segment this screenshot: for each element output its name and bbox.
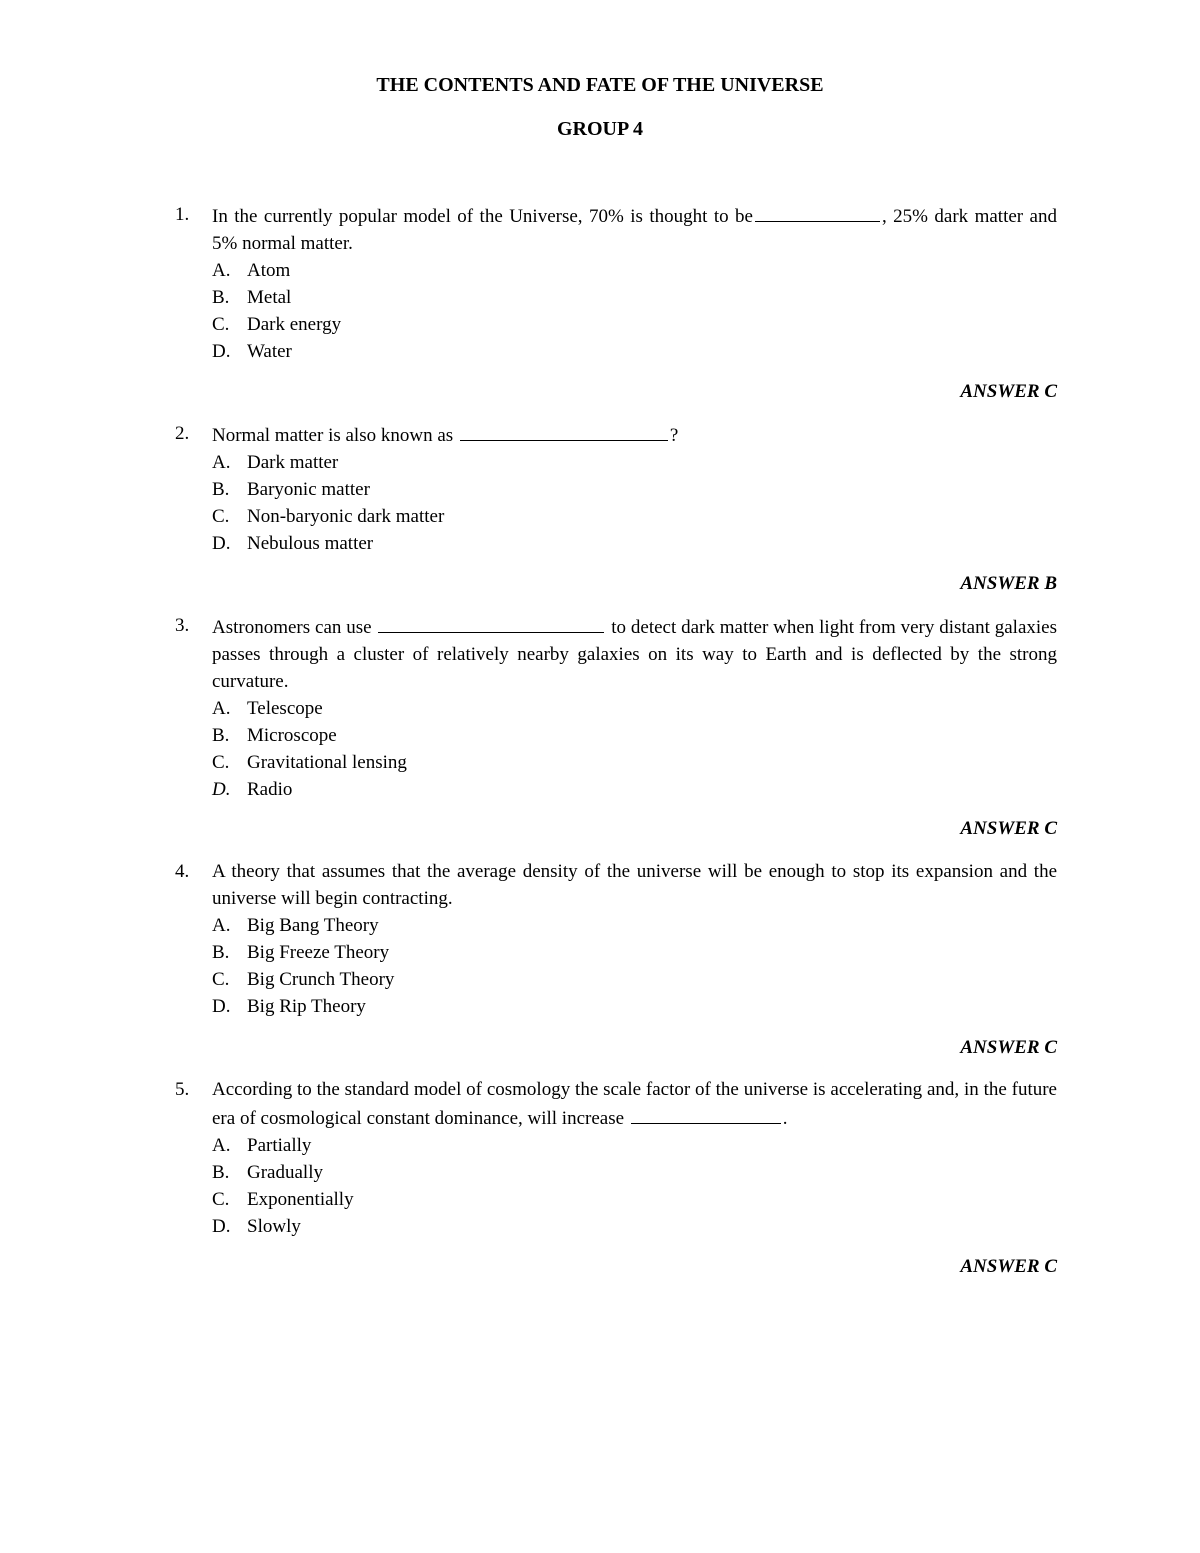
option-label: Exponentially (247, 1189, 354, 1210)
option-label: Partially (247, 1135, 312, 1156)
option-letter: C. (212, 969, 230, 990)
question-text (212, 612, 1057, 695)
option-letter: D. (212, 779, 231, 800)
option-letter: D. (212, 341, 231, 362)
question-text (212, 420, 1057, 449)
option-letter: D. (212, 1216, 231, 1237)
question-number: 3. (175, 615, 190, 636)
question-number: 1. (175, 204, 190, 225)
option-letter: A. (212, 698, 231, 719)
question-text-before: Normal matter is also known as (212, 425, 454, 446)
answer-blank (631, 1103, 781, 1124)
option-letter: D. (212, 533, 231, 554)
option-a (212, 257, 1057, 284)
option-label: Baryonic matter (247, 479, 370, 500)
option-label: Big Freeze Theory (247, 942, 390, 963)
option-c (212, 1186, 1057, 1213)
option-c (212, 749, 1057, 776)
option-b (212, 1159, 1057, 1186)
answer-key-3: ANSWER C (960, 818, 1057, 839)
answer-key-4: ANSWER C (960, 1037, 1057, 1058)
option-d (212, 338, 1057, 365)
option-label: Gravitational lensing (247, 752, 407, 773)
option-label: Atom (247, 260, 291, 281)
options-list (175, 912, 1057, 1020)
question-number: 4. (175, 861, 190, 882)
answer-key-2: ANSWER B (960, 573, 1057, 594)
option-d (212, 530, 1057, 557)
question-3 (175, 612, 1057, 803)
option-label: Big Rip Theory (247, 996, 366, 1017)
option-label: Nebulous matter (247, 533, 374, 554)
option-label: Big Crunch Theory (247, 969, 395, 990)
option-label: Water (247, 341, 292, 362)
option-a (212, 912, 1057, 939)
option-letter: B. (212, 725, 230, 746)
option-letter: A. (212, 1135, 231, 1156)
option-letter: A. (212, 452, 231, 473)
option-label: Slowly (247, 1216, 301, 1237)
question-1 (175, 201, 1057, 365)
option-label: Radio (247, 779, 293, 800)
option-label: Metal (247, 287, 292, 308)
option-a (212, 449, 1057, 476)
option-letter: B. (212, 287, 230, 308)
question-text-after: . (782, 1108, 788, 1129)
answer-blank (378, 612, 604, 633)
option-letter: A. (212, 915, 231, 936)
question-number: 2. (175, 423, 190, 444)
option-label: Microscope (247, 725, 337, 746)
question-text-before: A theory that assumes that the average density of the universe will be enough to stop its expansion and the universe will begin contracting. (212, 861, 1057, 909)
answer-key-1: ANSWER C (960, 381, 1057, 402)
option-label: Dark matter (247, 452, 339, 473)
option-a (212, 695, 1057, 722)
question-text (212, 858, 1057, 912)
option-c (212, 966, 1057, 993)
question-text-after: ? (669, 425, 679, 446)
option-label: Non-baryonic dark matter (247, 506, 445, 527)
document-subtitle: GROUP 4 (556, 118, 644, 140)
question-text-before: According to the standard model of cosmology the scale factor of the universe is accelerating and, in the future era of cosmological constant dominance, will increase (212, 1079, 1057, 1129)
question-text-after: , 25% dark matter and 5% normal matter. (212, 206, 1057, 254)
option-a (212, 1132, 1057, 1159)
question-4 (175, 858, 1057, 1020)
answer-blank (755, 201, 880, 222)
options-list (175, 1132, 1057, 1240)
question-number: 5. (175, 1079, 190, 1100)
answer-blank (460, 420, 668, 441)
option-label: Gradually (247, 1162, 323, 1183)
question-text-after: to detect dark matter when light from very distant galaxies passes through a cluster of relatively nearby galaxies on its way to Earth and is deflected by the strong curvature. (212, 617, 1057, 692)
document-title: THE CONTENTS AND FATE OF THE UNIVERSE (376, 74, 824, 96)
options-list (175, 257, 1057, 365)
options-list (175, 449, 1057, 557)
options-list (175, 695, 1057, 803)
option-b (212, 476, 1057, 503)
option-b (212, 939, 1057, 966)
option-b (212, 722, 1057, 749)
option-d (212, 1213, 1057, 1240)
option-c (212, 311, 1057, 338)
option-b (212, 284, 1057, 311)
option-d (212, 776, 1057, 803)
question-text-before: In the currently popular model of the Universe, 70% is thought to be (212, 206, 753, 227)
question-text (212, 201, 1057, 257)
option-letter: C. (212, 314, 230, 335)
question-2 (175, 420, 1057, 557)
option-letter: A. (212, 260, 231, 281)
option-letter: B. (212, 479, 230, 500)
option-letter: B. (212, 942, 230, 963)
question-text (212, 1076, 1057, 1132)
option-label: Telescope (247, 698, 323, 719)
option-label: Big Bang Theory (247, 915, 379, 936)
option-letter: D. (212, 996, 231, 1017)
option-letter: C. (212, 506, 230, 527)
option-c (212, 503, 1057, 530)
answer-key-5: ANSWER C (960, 1256, 1057, 1277)
question-text-before: Astronomers can use (212, 617, 372, 638)
option-letter: C. (212, 752, 230, 773)
question-5 (175, 1076, 1057, 1240)
option-d (212, 993, 1057, 1020)
option-letter: B. (212, 1162, 230, 1183)
option-label: Dark energy (247, 314, 342, 335)
option-letter: C. (212, 1189, 230, 1210)
